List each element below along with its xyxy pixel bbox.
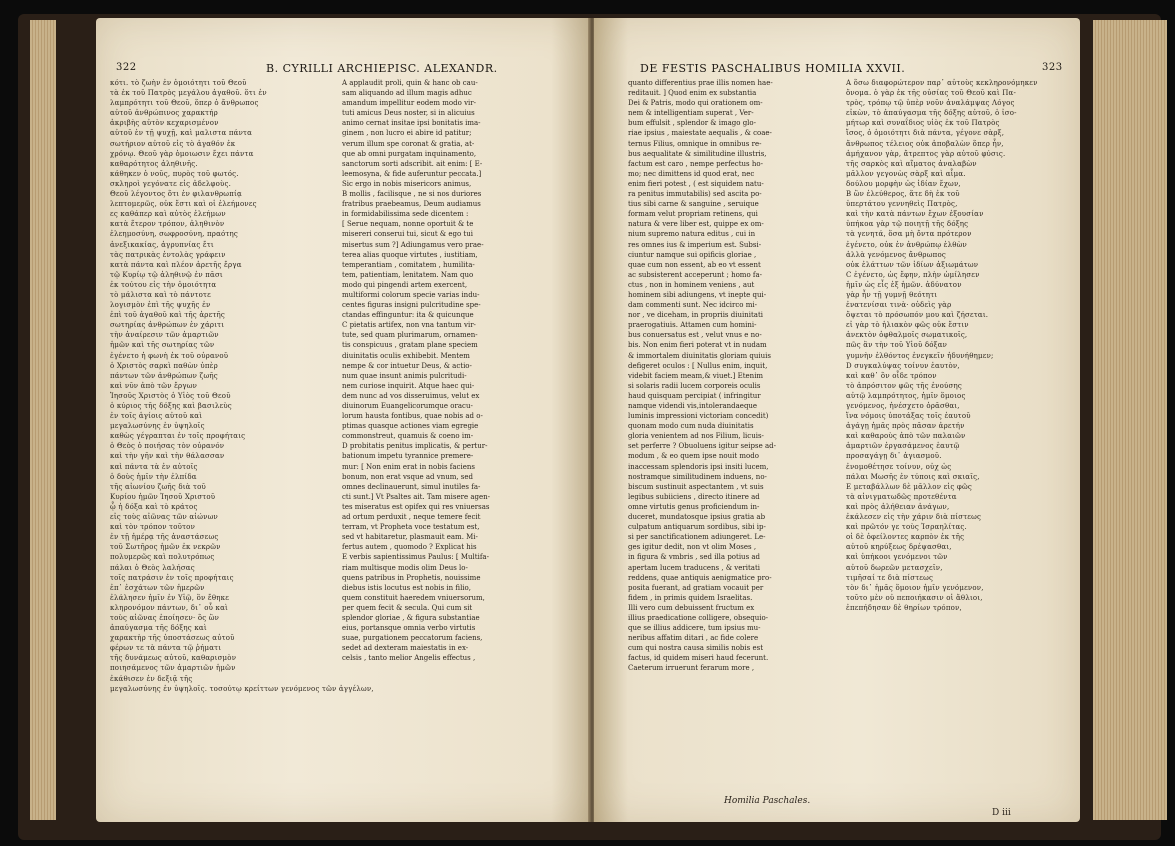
left-greek-line: ἐν τῇ ἡμέρᾳ τῆς ἀναστάσεως xyxy=(110,533,219,542)
right-latin-line: fidem , in primis quidem Israelitas. xyxy=(628,593,753,602)
right-latin-line: videbit faciem meam,& viuet.] Etenim xyxy=(628,371,764,380)
left-latin-line: verum illum spe coronat & gratia, at- xyxy=(342,139,475,148)
right-latin-line: nostramque similitudinem induens, no- xyxy=(628,472,767,481)
right-latin-line: haud quisquam percipiat ( infringitur xyxy=(628,391,761,400)
right-signature-mark: D iii xyxy=(992,808,1011,818)
left-greek-line: λογισμὸν ἐπὶ τῆς ψυχῆς ἐν xyxy=(110,301,211,310)
right-latin-line: res omnes ius & imperium est. Subsi- xyxy=(628,240,762,249)
right-greek-line: αὐτοῦ δωρεῶν μετασχεῖν, xyxy=(846,563,943,572)
right-greek-line: τὸ ἀπρόσιτον φῶς τῆς ἐνούσης xyxy=(846,381,963,390)
left-greek-line: χρόνῳ. Θεοῦ γὰρ ὁμοιωσιν ἔχει πάντα xyxy=(110,149,254,158)
left-latin-line: riam multisque modis olim Deus lo- xyxy=(342,563,468,572)
left-latin-line: num quae insunt animis pulcritudi- xyxy=(342,371,467,380)
left-greek-line: καθὼς γέγραπται ἐν τοῖς προφήταις xyxy=(110,432,246,441)
left-latin-line: B mollis , facilisque , ne si nos duriores xyxy=(342,190,482,199)
left-greek-line: καὶ τὸν τρόπον τοῦτον xyxy=(110,523,196,532)
right-latin-line: tius sibi carne & sanguine , seruique xyxy=(628,200,759,209)
left-greek-line: εἰς τοὺς αἰῶνας τῶν αἰώνων xyxy=(110,513,218,522)
right-greek-line: ἵνα νόμοις ὑποτάξας τοῖς ἑαυτοῦ xyxy=(846,412,971,421)
left-latin-line: in formidabilissima sede dicentem : xyxy=(342,210,469,219)
left-greek-line: τοῦ Σωτῆρος ἡμῶν ἐκ νεκρῶν xyxy=(110,543,221,552)
left-latin-line: sed vt habitaretur, plasmauit eam. Mi- xyxy=(342,533,478,542)
right-latin-line: duceret, mundatosque ipsius gratia ab xyxy=(628,513,766,522)
left-latin-line: sanctorum sorti adscribit. ait enim: [ E- xyxy=(342,159,483,168)
left-greek-line: ὁ Χριστὸς σαρκὶ παθὼν ὑπὲρ xyxy=(110,361,218,370)
right-latin-line: omne virtutis genus proficiendum in- xyxy=(628,502,760,511)
right-latin-line: in figura & vmbris , sed illa potius ad xyxy=(628,553,761,562)
right-greek-line: ἐνομοθέτησε τοίνυν, οὐχ ὡς xyxy=(846,462,952,471)
right-greek-line: D συγκαλύψας τοίνυν ἑαυτὸν, xyxy=(846,361,960,370)
right-latin-line: & immortalem diuinitatis gloriam quiuis xyxy=(628,351,771,360)
left-latin-line: [ Serue nequam, nonne oportuit & te xyxy=(342,220,474,229)
left-greek-line: ἐπὶ τοῦ ἀγαθοῦ καὶ τῆς ἀρετῆς xyxy=(110,311,225,320)
right-latin-line: ac subsisterent acceperunt ; homo fa- xyxy=(628,270,763,279)
right-greek-line: καὶ ὑπήκοοι γενόμενοι τῶν xyxy=(846,553,948,562)
right-latin-line: si solaris radii lucem corporeis oculis xyxy=(628,381,761,390)
left-greek-line: κατὰ πάντα καὶ πλέον ἀρετῆς ἔργα xyxy=(110,260,242,269)
left-latin-line: terram, vt Propheta voce testatum est, xyxy=(342,523,480,532)
right-latin-line: ra penitus immutabilis) sed ascita po- xyxy=(628,190,762,199)
right-latin-line: ciuntur namque sui opificis gloriae , xyxy=(628,250,757,259)
left-greek-line: αὐτοῦ ἐν τῇ ψυχῇ, καὶ μαλιστα πάντα xyxy=(110,129,253,138)
right-greek-line: ἐπεπήδησαν δὲ θηρίων τρόπον, xyxy=(846,603,962,612)
left-greek-line: καὶ πάντα τὰ ἐν αὐτοῖς xyxy=(110,462,198,471)
left-greek-line: ὁ κύριος τῆς δόξης καὶ βασιλεὺς xyxy=(110,402,232,410)
right-page xyxy=(594,18,1080,822)
right-latin-line: namque videndi vis,intolerandaeque xyxy=(628,402,758,410)
left-greek-line: ἐλεημοσύνη, σωφροσύνη, πραότης xyxy=(110,230,239,239)
left-greek-line: τῷ Κυρίῳ τῷ ἀληθινῷ ἐν πᾶσι xyxy=(110,270,223,279)
right-latin-line: si per sanctificationem adiungeret. Le- xyxy=(628,533,766,542)
right-greek-line: μᾶλλον γεγονὼς σὰρξ καὶ αἷμα. xyxy=(846,169,966,178)
left-latin-line: dem nunc ad vos disseruimus, velut ex xyxy=(342,391,480,400)
right-greek-line: εἰκὼν, τὸ ἀπαύγασμα τῆς δόξης αὐτοῦ, ὁ ἰσο- xyxy=(846,109,1017,118)
left-latin-line: suae, purgationem peccatorum faciens, xyxy=(342,634,483,643)
left-page xyxy=(96,18,591,822)
left-latin-line: ptimas quasque actiones viam egregie xyxy=(342,422,479,431)
left-latin-line: bationum impetu tyrannice premere- xyxy=(342,452,474,461)
left-running-title: B. CYRILLI ARCHIEPISC. ALEXANDR. xyxy=(266,62,498,75)
left-greek-line: καὶ νῦν ἀπὸ τῶν ἔργων xyxy=(110,381,198,390)
right-greek-line: τοῦτο μὲν οὐ πεποιήκασιν οἱ ἄθλιοι, xyxy=(846,593,983,602)
left-greek-line: λεπτομερῶς, οὐκ ἔστι καὶ οἱ ἐλεήμονες xyxy=(110,200,257,209)
right-greek-line: ἀλλὰ γενόμενος ἄνθρωπος xyxy=(846,250,946,259)
right-latin-line: nem & intelligentiam superat , Ver- xyxy=(628,109,754,118)
left-greek-line: τὸ μάλιστα καὶ τὸ πάντοτε xyxy=(110,290,211,299)
left-greek-line: ἡμῶν καὶ τῆς σωτηρίας τῶν xyxy=(110,341,215,350)
right-latin-line: bus aequalitate & similitudine illustris, xyxy=(628,149,767,158)
right-latin-line: factum est caro , nempe perfectus ho- xyxy=(628,159,763,168)
right-latin-line: inaccessam splendoris ipsi insiti lucem, xyxy=(628,462,769,471)
left-latin-line: tes miseratus est opifex qui res vniuersas xyxy=(342,502,490,511)
left-latin-line: que ab omni purgatam inquinamento, xyxy=(342,149,477,158)
left-latin-line: misereri conserui tui, sicut & ego tui xyxy=(342,230,473,239)
left-latin-line: sedet ad dexteram maiestatis in ex- xyxy=(342,644,469,653)
left-greek-line: ἐκάθισεν ἐν δεξιᾷ τῆς xyxy=(110,674,193,683)
right-greek-line: E μεταβάλλων δὲ μᾶλλον εἰς φῶς xyxy=(846,482,973,491)
right-latin-line: reddens, quae antiquis aenigmatice pro- xyxy=(628,573,772,582)
right-page-number: 323 xyxy=(1042,62,1063,73)
right-greek-line: ὄνομα. ὁ γὰρ ἐκ τῆς οὐσίας τοῦ Θεοῦ καὶ Πα- xyxy=(846,89,1017,98)
right-latin-line: reditauit. ] Quod enim ex substantia xyxy=(628,89,757,98)
right-latin-line: Caeterum irruerunt ferarum more , xyxy=(628,664,755,673)
left-greek-line: ἐγένετο ἡ φωνὴ ἐκ τοῦ οὐρανοῦ xyxy=(110,351,229,360)
right-greek-line: δούλου μορφὴν ὡς ἰδίαν ἔχων, xyxy=(846,179,961,188)
right-latin-line: ctus , non in hominem veniens , aut xyxy=(628,280,755,289)
left-greek-line: πάντων τῶν ἀνθρώπων ζωῆς xyxy=(110,371,218,380)
right-greek-line: πῶς ἂν τὴν τοῦ Υἱοῦ δόξαν xyxy=(846,341,948,350)
right-latin-line: dam commenti sunt. Nec idcirco mi- xyxy=(628,301,757,310)
right-latin-line: riae ipsius , maiestate aequalis , & coae- xyxy=(628,129,772,138)
right-greek-line: καὶ καθαροὺς ἀπὸ τῶν παλαιῶν xyxy=(846,432,966,441)
left-greek-line: Θεοῦ λέγοντος ὅτι ἐν φιλανθρωπίᾳ xyxy=(110,190,242,199)
left-latin-line: temperantiam , comitatem , humilita- xyxy=(342,260,475,269)
right-latin-line: defigeret oculos : [ Nullus enim, inquit, xyxy=(628,361,768,370)
right-greek-line: ἀνεκτὸν ὀφθαλμοῖς σωματικοῖς, xyxy=(846,331,968,340)
right-greek-line: τὰ γενητά, ὅσα μὴ ὄντα πρότερον xyxy=(846,230,972,239)
right-latin-line: modum , & eo quem ipse nouit modo xyxy=(628,452,759,461)
right-greek-line: γὰρ ἦν τῇ γυμνῇ θεότητι xyxy=(846,290,938,299)
left-latin-line: tem, patientiam, lenitatem. Nam quo xyxy=(342,270,474,279)
left-greek-line: ες καθάπερ καὶ αὐτὸς ἐλεήμων xyxy=(110,210,226,219)
left-latin-line: diuinitatis oculis exhibebit. Mentem xyxy=(342,351,470,360)
right-running-title: DE FESTIS PASCHALIBUS HOMILIA XXVII. xyxy=(640,62,906,75)
right-greek-line: ἐκάλεσεν εἰς τὴν χάριν διὰ πίστεως xyxy=(846,513,982,522)
left-greek-line: κατὰ ἕτερον τρόπον, ἀληθινὸν xyxy=(110,220,225,229)
right-latin-line: bum effulsit , splendor & imago glo- xyxy=(628,119,756,128)
left-greek-line: Κυρίου ἡμῶν Ἰησοῦ Χριστοῦ xyxy=(110,492,216,501)
left-latin-line: diebus istis locutus est nobis in filio, xyxy=(342,583,471,592)
right-footer-title: Homilia Paschales. xyxy=(724,796,811,806)
left-latin-line: commonstreut, quamuis & coeno im- xyxy=(342,432,474,441)
left-greek-line: ᾧ ἡ δόξα καὶ τὸ κράτος xyxy=(110,502,198,511)
left-latin-line: sam aliquando ad illum magis adhuc xyxy=(342,89,472,98)
left-latin-line: quens patribus in Prophetis, nouissime xyxy=(342,573,481,582)
left-latin-line: eius, portansque omnia verbo virtutis xyxy=(342,624,476,633)
left-greek-line: ἐν τοῖς ἁγίοις αὐτοῦ καὶ xyxy=(110,412,203,421)
right-latin-line: ternus Filius, omnique in omnibus re- xyxy=(628,139,762,148)
right-greek-line: πάλαι Μωσῆς ἐν τύποις καὶ σκιαῖς, xyxy=(846,472,980,481)
right-greek-line: ἐνατενίσαι τινὰ· οὐδεὶς γὰρ xyxy=(846,301,952,310)
right-greek-line: αὐτῷ λαμπρότητος, ἡμῖν ὅμοιος xyxy=(846,391,966,400)
right-latin-line: enim fieri potest , ( est siquidem natu- xyxy=(628,179,764,188)
right-latin-line: bis. Non enim fieri poterat vt in nudam xyxy=(628,341,767,350)
right-greek-line: γυμνὴν ἐλθόντος ἐνεγκεῖν ἠδυνήθημεν; xyxy=(846,351,994,360)
right-greek-line: οὐκ ἐλάττων τῶν ἰδίων ἀξιωμάτων xyxy=(846,260,979,269)
right-greek-line: B ὢν ἐλεύθερος, ἅτε δὴ ἐκ τοῦ xyxy=(846,190,960,199)
left-latin-line: fertus autem , quomodo ? Explicat his xyxy=(342,543,477,552)
right-latin-line: culpatum antiquarum sordibus, sibi ip- xyxy=(628,523,766,532)
left-greek-line: ἐπ᾽ ἐσχάτων τῶν ἡμερῶν xyxy=(110,583,205,592)
right-latin-line: ges igitur dedit, non vt olim Moses , xyxy=(628,543,757,552)
left-latin-line: terea alias quoque virtutes , iustitiam, xyxy=(342,250,478,259)
left-latin-line: lorum hausta fontibus, quae nobis ad o- xyxy=(342,412,483,421)
right-greek-line: προσαγάγῃ δι᾽ ἁγιασμοῦ. xyxy=(846,452,942,461)
right-latin-column xyxy=(628,78,840,796)
right-latin-line: cum qui nostra causa similis nobis est xyxy=(628,644,764,653)
right-greek-line: ἡμῖν ὡς εἷς ἐξ ἡμῶν. ἀδύνατον xyxy=(846,280,962,289)
right-latin-line: legibus subiiciens , directo itinere ad xyxy=(628,492,760,501)
left-greek-line: τοὺς αἰῶνας ἐποίησεν· ὃς ὢν xyxy=(110,613,220,622)
left-latin-line: nempe & cor intuetur Deus, & actio- xyxy=(342,361,472,370)
left-greek-line: ποιησάμενος τῶν ἁμαρτιῶν ἡμῶν xyxy=(110,664,236,673)
left-greek-line: τῆς αἰωνίου ζωῆς διὰ τοῦ xyxy=(110,482,206,491)
left-greek-line: σκληροὶ γεγόνατε εἰς ἀδελφοὺς. xyxy=(110,179,232,188)
left-latin-line: tuti amicus Deus noster, si in alicuius xyxy=(342,109,475,118)
left-greek-line: πάλαι ὁ Θεὸς λαλήσας xyxy=(110,563,195,572)
left-greek-line: τῆς δυνάμεως αὐτοῦ, καθαρισμὸν xyxy=(110,654,237,663)
left-greek-line: πολυμερῶς καὶ πολυτρόπως xyxy=(110,553,215,562)
left-greek-line: καὶ τὴν γῆν καὶ τὴν θάλασσαν xyxy=(110,452,225,461)
left-greek-line: σωτηρίας ἀνθρώπων ἐν χάριτι xyxy=(110,321,225,330)
left-latin-line: ginem , non lucro ei abire id patitur; xyxy=(342,129,472,138)
left-greek-line: μεγαλωσύνης ἐν ὑψηλοῖς xyxy=(110,422,205,431)
left-latin-line: fratribus praebeamus, Deum audiamus xyxy=(342,200,481,209)
right-greek-line: οἱ δὲ ὀφείλοντες καρπὸν ἐκ τῆς xyxy=(846,533,965,542)
right-latin-line: Dei & Patris, modo qui orationem om- xyxy=(628,99,763,108)
left-latin-line: tute, sed quam plurimarum, ornamen- xyxy=(342,331,478,340)
left-latin-line: animo cernat insitae ipsi bonitatis ima- xyxy=(342,119,481,128)
left-greek-line: ἀπαύγασμα τῆς δόξης καὶ xyxy=(110,624,207,633)
page-edges-right xyxy=(1093,20,1167,820)
left-greek-line: τοῖς πατράσιν ἐν τοῖς προφήταις xyxy=(110,573,234,582)
right-latin-line: factus, id quidem miseri haud fecerunt. xyxy=(628,654,769,663)
left-latin-line: E verbis sapientissimus Paulus: [ Multifa- xyxy=(342,553,489,562)
left-latin-line: bonum, non erat vsque ad vnum, sed xyxy=(342,472,474,481)
left-greek-line: μεγαλωσύνης ἐν ὑψηλοῖς. τοσούτῳ κρείττων γενόμενος τῶν ἀγγέλων, xyxy=(110,684,374,693)
left-latin-line: splendor gloriae , & figura substantiae xyxy=(342,613,480,622)
left-latin-line: leemosyna, & fide auferuntur peccata.] xyxy=(342,169,482,178)
right-latin-line: praerogatiuis. Attamen cum homini- xyxy=(628,321,757,330)
right-latin-line: formam velut propriam retinens, qui xyxy=(628,210,758,219)
left-latin-line: omnes declinauerunt, simul inutiles fa- xyxy=(342,482,481,491)
left-greek-line: λαμπρότητι τοῦ Θεοῦ, ὅπερ ὁ ἄνθρωπος xyxy=(110,99,259,108)
right-latin-line: nium supremo natura editus , cui in xyxy=(628,230,756,239)
right-greek-column xyxy=(846,78,1068,796)
right-greek-line: τιμῆσαί τε διὰ πίστεως xyxy=(846,573,934,582)
left-greek-line: ἀκριβὴς αὐτὸν κεχαρισμένον xyxy=(110,119,219,128)
right-greek-line: ὑπήκοα γὰρ τῷ ποιητῇ τῆς δόξης xyxy=(846,220,969,229)
right-latin-line: biscum sustinuit aspectantem , vt suis xyxy=(628,482,764,491)
left-greek-line: τὴν ἀναίρεσιν τῶν ἁμαρτιῶν xyxy=(110,331,219,340)
left-latin-column xyxy=(342,78,570,808)
left-greek-line: Ἰησοῦς Χριστὸς ὁ Υἱὸς τοῦ Θεοῦ xyxy=(110,391,231,400)
right-greek-line: τὸν δι᾽ ἡμᾶς ὅμοιον ἡμῖν γενόμενον, xyxy=(846,583,984,592)
right-greek-line: ἀμήχανον γὰρ, ἄτρεπτος γὰρ αὐτοῦ φύσις. xyxy=(846,149,1006,158)
right-greek-line: καὶ τὴν κατὰ πάντων ἔχων ἐξουσίαν xyxy=(846,210,984,219)
right-latin-line: illius praedicatione colligere, obsequio- xyxy=(628,613,769,622)
right-greek-line: ἄνθρωπος τέλειος οὐκ ἀποβαλὼν ὅπερ ἦν, xyxy=(846,139,1004,148)
right-latin-line: que se illius addicere, tum ipsius mu- xyxy=(628,624,761,633)
right-greek-line: τὰ αἰνιγματωδῶς προτεθέντα xyxy=(846,492,957,501)
right-latin-line: natura & vere liber est, quippe ex om- xyxy=(628,220,764,229)
left-latin-line: multiformi colorum specie varias indu- xyxy=(342,290,480,299)
right-greek-line: C ἐγένετο, ὡς ἔφην, πλὴν ὡμίλησεν xyxy=(846,270,980,279)
page-edges-left xyxy=(30,20,56,820)
right-latin-line: Illi vero cum debuissent fructum ex xyxy=(628,603,755,612)
right-latin-line: quonam modo cum nuda diuinitatis xyxy=(628,422,754,431)
left-latin-line: quem constituit haeredem vniuersorum, xyxy=(342,593,485,602)
left-latin-line: Sic ergo in nobis misericors animus, xyxy=(342,179,472,188)
left-latin-line: per quem fecit & secula. Qui cum sit xyxy=(342,603,473,612)
left-page-number: 322 xyxy=(116,62,137,73)
right-latin-line: nor , ve diceham, in propriis diuinitati xyxy=(628,311,764,320)
left-latin-line: mur: [ Non enim erat in nobis faciens xyxy=(342,462,475,471)
left-latin-line: ad ortum perduxit , neque temere fecit xyxy=(342,513,481,522)
right-latin-line: mo; nec dimittens id quod erat, nec xyxy=(628,169,755,178)
right-latin-line: neribus affatim ditari , ac fide colere xyxy=(628,634,759,643)
left-latin-line: cti sunt.] Vt Psaltes ait. Tam misere agen- xyxy=(342,492,491,501)
right-latin-line: posita fuerant, ad gratiam vocauit per xyxy=(628,583,764,592)
right-latin-line: quanto differentius prae illis nomen hae- xyxy=(628,79,773,87)
right-greek-line: τρὸς, τρόπῳ τῷ ὑπὲρ νοῦν ἀναλάμψας Λόγος xyxy=(846,99,1015,108)
left-greek-line: αὐτοῦ ἀνθρώπινος χαρακτήρ xyxy=(110,109,218,118)
left-latin-line: A applaudit proli, quin & hanc ob cau- xyxy=(342,79,478,87)
left-greek-line: τὰ ἐκ τοῦ Πατρὸς μεγάλου ἀγαθοῦ. ὅτι ἐν xyxy=(110,89,267,98)
left-latin-line: modo qui pingendi artem exercent, xyxy=(342,280,468,289)
right-latin-line: bus conuersatus est , velut vnus e no- xyxy=(628,331,762,340)
left-latin-line: ctandas effinguntur: ita & quicunque xyxy=(342,311,474,320)
right-latin-line: apertam lucem traducens , & veritati xyxy=(628,563,761,572)
left-latin-line: nem curiose inquirit. Atque haec qui- xyxy=(342,381,475,390)
right-greek-line: γενόμενος, ἠνέσχετο ὁρᾶσθαι, xyxy=(846,402,960,410)
right-greek-line: ἐγένετο, οὐκ ἐν ἀνθρώπῳ ἐλθὼν xyxy=(846,240,968,249)
left-greek-line: κληρονόμον πάντων, δι᾽ οὗ καὶ xyxy=(110,603,228,612)
right-latin-line: luminis impressioni victoriam concedit) xyxy=(628,412,769,421)
right-greek-line: αὐτοῦ κηρύξεως δρέψασθαι, xyxy=(846,543,952,552)
left-greek-line: φέρων τε τὰ πάντα τῷ ῥήματι xyxy=(110,644,222,653)
right-greek-line: καὶ πρὸς ἀλήθειαν ἀνάγων, xyxy=(846,502,950,511)
left-greek-line: ἐκ τούτου εἰς τὴν ὁμοιότητα xyxy=(110,280,217,289)
left-greek-line: ἐλάλησεν ἡμῖν ἐν Υἱῷ, ὃν ἔθηκε xyxy=(110,593,230,602)
right-greek-line: ἀγάγῃ ἡμᾶς πρὸς πᾶσαν ἀρετήν xyxy=(846,422,965,431)
right-greek-line: καὶ καθ᾽ ὃν οἶδε τρόπον xyxy=(846,371,937,380)
left-latin-line: C pietatis artifex, non vna tantum vir- xyxy=(342,321,476,330)
left-greek-line: ὁ Θεὸς ὁ ποιήσας τὸν οὐρανόν xyxy=(110,442,225,451)
left-greek-column xyxy=(110,78,374,808)
right-latin-line: set perferre ? Obuoluens igitur seipse ad- xyxy=(628,442,776,451)
right-greek-line: ὄψεται τὸ πρόσωπόν μου καὶ ζήσεται. xyxy=(846,311,989,320)
left-greek-line: σωτήριον αὐτοῦ εἰς τὸ ἀγαθόν ἐκ xyxy=(110,139,236,148)
left-greek-line: κότι. τὸ ζωὴν ἐν ὁμοιότητι τοῦ Θεοῦ xyxy=(110,79,247,87)
right-greek-line: μήτωρ καὶ συναΐδιος υἱὸς ἐκ τοῦ Πατρὸς xyxy=(846,119,1000,128)
left-greek-line: χαρακτὴρ τῆς ὑποστάσεως αὐτοῦ xyxy=(110,634,235,643)
right-greek-line: ἴσος, ὁ ὁμοιότητι διὰ πάντα, γέγονε σὰρξ, xyxy=(846,129,1005,138)
right-greek-line: ὑπερτάτου γεννηθεὶς Πατρὸς, xyxy=(846,200,958,209)
left-latin-line: diuinorum Euangelicorumque oracu- xyxy=(342,402,473,410)
right-greek-line: καὶ πρῶτόν γε τοὺς Ἰσραηλίτας. xyxy=(846,523,967,532)
left-latin-line: D probitatis penitus implicatis, & pertur- xyxy=(342,442,488,451)
right-greek-line: A ὅσω διαφορώτερον παρ᾽ αὐτοὺς κεκληρονόμηκεν xyxy=(846,79,1038,87)
left-greek-line: καθαρότητος ἀληθινῆς. xyxy=(110,159,198,168)
left-latin-line: amandum impellitur eodem modo vir- xyxy=(342,99,476,108)
left-greek-line: κάθηκεν ὁ νοῦς, πυρὸς τοῦ φωτός. xyxy=(110,169,239,178)
right-latin-line: gloria venientem ad nos Filium, licuis- xyxy=(628,432,764,441)
left-latin-line: tis conspicuus , gratam plane speciem xyxy=(342,341,478,350)
left-latin-line: celsis , tanto melior Angelis effectus , xyxy=(342,654,476,663)
left-greek-line: ὁ δοὺς ἡμῖν τὴν ἐλπίδα xyxy=(110,472,197,481)
left-latin-line: misertus sum ?] Adiungamus vero prae- xyxy=(342,240,484,249)
right-greek-line: ἁμαρτιῶν ἐργασάμενος ἑαυτῷ xyxy=(846,442,960,451)
right-greek-line: τῆς σαρκὸς καὶ αἵματος ἀναλαβὼν xyxy=(846,159,977,168)
left-latin-line: centes figuras insigni pulcritudine spe- xyxy=(342,301,481,310)
right-latin-line: hominem sibi adiungens, vt inepte qui- xyxy=(628,290,767,299)
right-greek-line: εἰ γὰρ τὸ ἡλιακὸν φῶς οὐκ ἔστιν xyxy=(846,321,969,330)
left-greek-line: ἀνεξικακίας, ἀγρυπνίας ἔτι xyxy=(110,240,214,249)
left-greek-line: τὰς πατρικὰς ἐντολὰς γράφειν xyxy=(110,250,226,259)
right-latin-line: quae cum non essent, ab eo vt essent xyxy=(628,260,761,269)
